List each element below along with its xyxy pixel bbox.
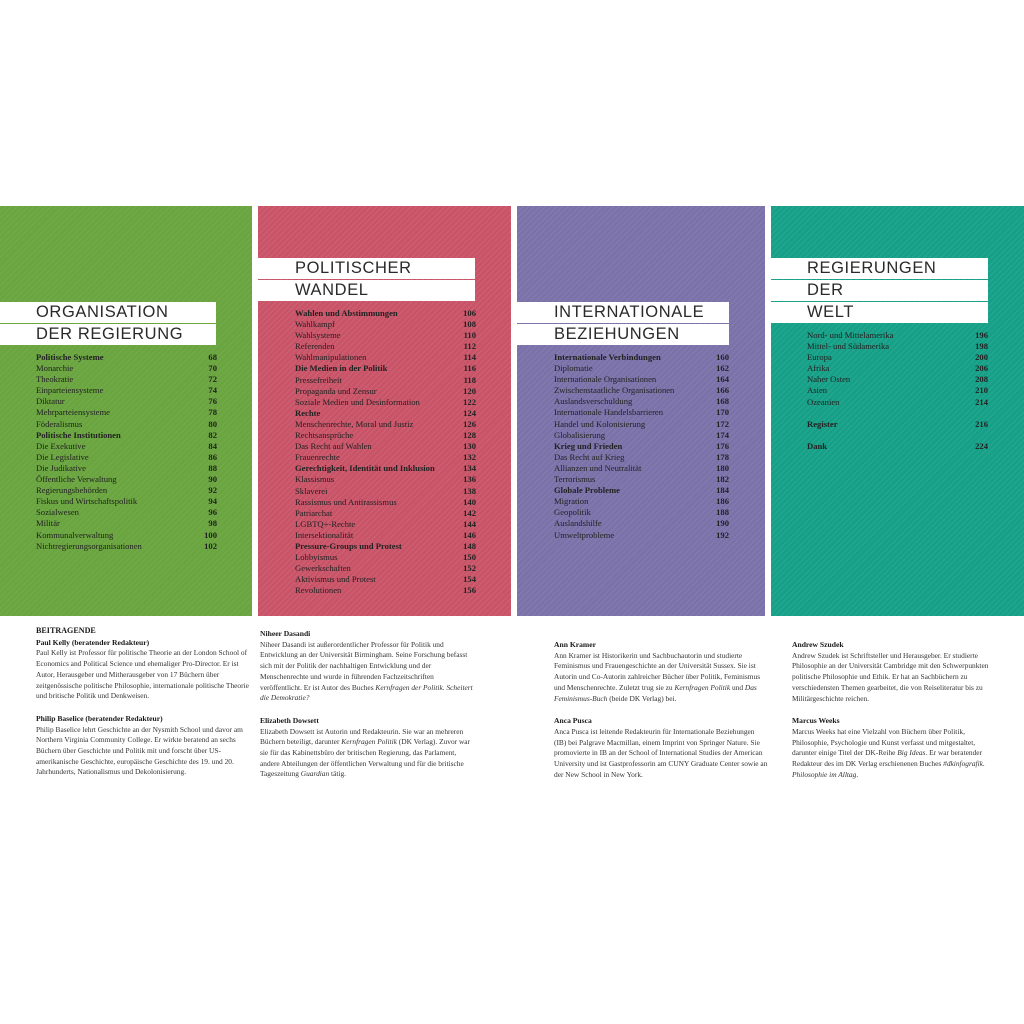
- toc-entry-page: 190: [716, 518, 729, 529]
- toc-entry-page: 176: [716, 440, 729, 451]
- toc-entry: [554, 452, 729, 463]
- toc-list-organisation: [36, 352, 217, 552]
- toc-entry-page: 208: [975, 374, 988, 385]
- series-title: Big Ideas: [897, 748, 926, 758]
- toc-entry-label: Migration: [554, 496, 589, 507]
- toc-entry-label: Theokratie: [36, 374, 74, 385]
- toc-entry: [554, 530, 729, 541]
- toc-entry-page: 150: [463, 552, 476, 563]
- toc-entry: [36, 407, 217, 418]
- toc-entry-label: Auslandshilfe: [554, 518, 602, 529]
- contributors-column-2: [260, 629, 477, 792]
- newspaper-title: Guardian: [300, 769, 330, 779]
- toc-entry-page: 198: [975, 341, 988, 352]
- toc-entry: [295, 497, 476, 508]
- toc-list-beziehungen: [554, 352, 729, 541]
- book-title: Kernfragen Politik: [341, 737, 397, 747]
- toc-entry: [295, 397, 476, 408]
- toc-entry-label: Kommunalverwaltung: [36, 529, 114, 540]
- toc-entry: [295, 563, 476, 574]
- contributor-name: Andrew Szudek: [792, 640, 844, 649]
- toc-entry: [295, 375, 476, 386]
- toc-entry-page: 86: [208, 451, 217, 462]
- toc-entry: [295, 430, 476, 441]
- toc-entry: [554, 396, 729, 407]
- toc-entry-label: Umweltprobleme: [554, 529, 615, 540]
- toc-entry-page: 164: [716, 374, 729, 385]
- toc-entry: [295, 386, 476, 397]
- toc-entry-label: Intersektionalität: [295, 529, 354, 540]
- toc-entry-label: Einparteiensysteme: [36, 385, 104, 396]
- toc-entry: [36, 541, 217, 552]
- section-title-bar: [258, 280, 475, 301]
- toc-entry-page: 178: [716, 451, 729, 462]
- toc-entry-label: Monarchie: [36, 363, 74, 374]
- contributor-name: Marcus Weeks: [792, 716, 840, 726]
- toc-entry-page: 160: [716, 352, 729, 362]
- section-title-line: POLITISCHER: [295, 259, 412, 277]
- toc-entry-page: 82: [208, 429, 217, 440]
- toc-entry-label: Wahlen und Abstimmungen: [295, 308, 398, 318]
- book-title: #dkinfografik. Philosophie im Alltag: [792, 759, 985, 779]
- toc-entry-label: Internationale Verbindungen: [554, 352, 661, 362]
- section-title-line: INTERNATIONALE: [554, 303, 705, 321]
- section-title-line: WANDEL: [295, 281, 369, 299]
- toc-entry-label: Auslandsverschuldung: [554, 396, 633, 407]
- toc-entry: [807, 441, 988, 452]
- toc-entry-label: Die Medien in der Politik: [295, 363, 388, 374]
- toc-entry-label: Sklaverei: [295, 485, 328, 496]
- bio-text: und: [730, 682, 745, 692]
- toc-entry: [807, 363, 988, 374]
- toc-entry: [36, 474, 217, 485]
- toc-entry: [36, 352, 217, 363]
- toc-entry-page: 80: [208, 418, 217, 429]
- toc-entry-label: Ozeanien: [807, 396, 840, 407]
- toc-entry: [807, 385, 988, 396]
- toc-entry: [295, 530, 476, 541]
- toc-entry-label: Wahlsysteme: [295, 330, 341, 341]
- toc-entry-page: 130: [463, 441, 476, 452]
- toc-entry: [554, 352, 729, 363]
- contributor-name: Paul Kelly (beratender Redakteur): [36, 637, 150, 647]
- toc-entry-page: 114: [463, 352, 476, 363]
- toc-entry: [36, 518, 217, 529]
- toc-entry-page: 122: [463, 396, 476, 407]
- toc-entry-page: 70: [208, 363, 217, 374]
- toc-entry-page: 120: [463, 385, 476, 396]
- toc-entry-page: 186: [716, 496, 729, 507]
- toc-entry-page: 166: [716, 385, 729, 396]
- toc-entry: [554, 430, 729, 441]
- toc-list-welt: [807, 330, 988, 452]
- toc-entry-page: 174: [716, 429, 729, 440]
- contributors-column-4: [792, 640, 992, 792]
- contributor-name: Anca Pusca: [554, 716, 592, 726]
- toc-entry: [295, 474, 476, 485]
- toc-entry-page: 162: [716, 363, 729, 374]
- toc-entry: [36, 430, 217, 441]
- toc-entry-label: Referenden: [295, 341, 335, 352]
- toc-entry-page: 146: [463, 529, 476, 540]
- section-title-line: DER: [807, 281, 844, 299]
- toc-entry-label: Afrika: [807, 363, 830, 374]
- toc-entry-label: Das Recht auf Wahlen: [295, 441, 372, 452]
- toc-entry-label: Mittel- und Südamerika: [807, 341, 890, 352]
- toc-entry-page: 136: [463, 474, 476, 485]
- toc-entry: [295, 319, 476, 330]
- toc-entry-page: 182: [716, 474, 729, 485]
- toc-entry-page: 172: [716, 418, 729, 429]
- toc-entry-page: 192: [716, 529, 729, 540]
- toc-entry: [295, 574, 476, 585]
- toc-entry-page: 168: [716, 396, 729, 407]
- toc-entry-page: 92: [208, 485, 217, 496]
- toc-entry: [554, 363, 729, 374]
- toc-entry-label: Globale Probleme: [554, 485, 620, 496]
- toc-entry: [295, 519, 476, 530]
- toc-entry-page: 156: [463, 585, 476, 596]
- toc-entry: [36, 463, 217, 474]
- toc-entry-label: Mehrparteiensysteme: [36, 407, 110, 418]
- contributor-bio: Anca Pusca ist leitende Redakteurin für Internationale Beziehungen (IB) bei Palgrave Macmillan, einem Imprint von Springer Nature. Sie promovierte in IB an der School of International Studies der American University und ist Gastprofessorin am CUNY Graduate Center sowie an der New School in New York.: [554, 726, 768, 779]
- toc-entry-page: 184: [716, 485, 729, 496]
- toc-entry-page: 210: [975, 385, 988, 396]
- toc-entry-label: Die Legislative: [36, 451, 89, 462]
- toc-entry: [295, 486, 476, 497]
- bio-text: (beide DK Verlag) bei.: [607, 693, 677, 703]
- toc-entry-label: Die Judikative: [36, 462, 86, 473]
- bio-text: Marcus Weeks hat eine Vielzahl von Büchern über Politik, Philosophie, Psychologie und Kunst verfasst und mitgestaltet, darunter einige Titel der DK-Reihe: [792, 726, 976, 758]
- toc-entry-page: 196: [975, 330, 988, 340]
- toc-entry-page: 140: [463, 496, 476, 507]
- toc-entry: [554, 507, 729, 518]
- contributor-bio: Paul Kelly ist Professor für politische Theorie an der London School of Economics and Political Science und ehemaliger Pro-Director. Er ist Autor, Herausgeber und Mitherausgeber von 17 Büchern über zeitgenössische politische Philosophie, internationale politische Theorie und britische Politik und Denkweisen.: [36, 648, 249, 701]
- toc-entry: [554, 496, 729, 507]
- toc-entry-label: Propaganda und Zensur: [295, 385, 377, 396]
- toc-entry-label: Diplomatie: [554, 363, 593, 374]
- toc-entry-label: Register: [807, 418, 838, 429]
- toc-entry-page: 116: [463, 363, 476, 374]
- toc-entry-label: Geopolitik: [554, 507, 591, 518]
- toc-entry: [295, 419, 476, 430]
- toc-entry: [36, 374, 217, 385]
- toc-entry-page: 138: [463, 485, 476, 496]
- contributor-name: Elizabeth Dowsett: [260, 715, 319, 725]
- toc-entry-page: 200: [975, 352, 988, 363]
- toc-entry-label: Die Exekutive: [36, 440, 86, 451]
- toc-entry: [295, 308, 476, 319]
- toc-entry-label: Naher Osten: [807, 374, 851, 385]
- toc-entry-page: 142: [463, 507, 476, 518]
- toc-entry: [295, 408, 476, 419]
- section-title-bar: [771, 302, 988, 323]
- toc-entry: [295, 341, 476, 352]
- toc-entry-label: Terrorismus: [554, 474, 596, 485]
- section-title-line: WELT: [807, 303, 855, 321]
- contributors-column-1: [36, 626, 250, 790]
- toc-entry: [36, 385, 217, 396]
- toc-entry-label: Krieg und Frieden: [554, 440, 623, 451]
- toc-entry-page: 170: [716, 407, 729, 418]
- toc-entry-label: Nichtregierungsorganisationen: [36, 540, 142, 551]
- toc-entry-page: 106: [463, 308, 476, 318]
- toc-entry: [807, 352, 988, 363]
- book-title: Kernfragen der Politik. Scheitert die Demokratie?: [260, 682, 473, 703]
- toc-entry-label: Aktivismus und Protest: [295, 574, 376, 585]
- book-title: Das Feminismus-Buch: [554, 682, 757, 703]
- contributors-column-3: [554, 640, 768, 792]
- toc-entry: [36, 441, 217, 452]
- toc-entry-label: Sozialwesen: [36, 507, 79, 518]
- toc-entry: [36, 530, 217, 541]
- toc-entry-label: Klassismus: [295, 474, 335, 485]
- toc-entry-page: 148: [463, 540, 476, 551]
- toc-entry-label: Gerechtigkeit, Identität und Inklusion: [295, 463, 435, 474]
- bio-text: Niheer Dasandi ist außerordentlicher Professor für Politik und Entwicklung an der Universität Birmingham. Seine Forschung befasst sich mit der Politik der nachhaltigen Entwicklung und der Menschenrechte und wurde in führenden Fachzeitschriften veröffentlicht. Er ist Autor des Buches: [260, 639, 468, 692]
- toc-entry-label: Globalisierung: [554, 429, 606, 440]
- toc-entry-page: 188: [716, 507, 729, 518]
- toc-entry-label: Europa: [807, 352, 832, 363]
- section-title-bar: [0, 324, 216, 345]
- contributor-bio: [554, 651, 768, 705]
- toc-entry: [554, 385, 729, 396]
- contributor-name: Niheer Dasandi: [260, 629, 311, 638]
- toc-entry-label: Patriarchat: [295, 507, 333, 518]
- toc-entry: [807, 330, 988, 341]
- bio-text: (DK Verlag). Zuvor war sie für das Kabinettsbüro der britischen Regierung, das Parlament, andere Abteilungen der öffentlichen Verwaltung und für die britische Tageszeitung: [260, 737, 471, 779]
- section-title-bar: [771, 258, 988, 279]
- toc-entry-page: 118: [463, 374, 476, 385]
- toc-entry: [295, 552, 476, 563]
- toc-entry: [807, 419, 988, 430]
- bio-text: Ann Kramer ist Historikerin und Sachbuchautorin und studierte Feminismus und Frauengeschichte an der Universität Sussex. Sie ist Autorin und Co-Autorin zahlreicher Bücher über Politik, Feminismus und Menschenrechte. Zuletzt trug sie zu: [554, 650, 761, 692]
- toc-entry-page: 72: [208, 374, 217, 385]
- contributor-bio: [260, 640, 477, 704]
- toc-entry-label: Frauenrechte: [295, 452, 340, 463]
- toc-entry-label: Das Recht auf Krieg: [554, 451, 625, 462]
- toc-entry-label: Föderalismus: [36, 418, 83, 429]
- toc-entry-label: Diktatur: [36, 396, 65, 407]
- toc-entry-page: 214: [975, 396, 988, 407]
- contributor-bio: Andrew Szudek ist Schriftsteller und Herausgeber. Er studierte Philosophie an der Universität Cambridge mit den Schwerpunkten politische Philosophie und Ethik. Er hat an Sachbüchern zu verschiedensten Themen gearbeitet, die von Reiseliteratur bis zu Militärgeschichte reichen.: [792, 650, 989, 703]
- contributors-heading: BEITRAGENDE: [36, 626, 96, 635]
- toc-entry-label: Regierungsbehörden: [36, 485, 108, 496]
- contributor-bio: [792, 727, 992, 781]
- toc-entry-page: 96: [208, 507, 217, 518]
- toc-entry-page: 98: [208, 518, 217, 529]
- toc-entry-page: 180: [716, 462, 729, 473]
- toc-entry-page: 132: [463, 452, 476, 463]
- toc-entry-label: Dank: [807, 440, 828, 451]
- toc-entry-label: Lobbyismus: [295, 552, 338, 563]
- toc-entry-page: 84: [208, 440, 217, 451]
- toc-entry-page: 128: [463, 430, 476, 441]
- toc-entry: [36, 396, 217, 407]
- toc-entry-label: Rassismus und Antirassismus: [295, 496, 397, 507]
- toc-entry-page: 134: [463, 463, 476, 474]
- toc-entry-page: 102: [204, 540, 217, 551]
- toc-entry-page: 90: [208, 474, 217, 485]
- section-title-line: ORGANISATION: [36, 303, 169, 321]
- toc-entry-label: Soziale Medien und Desinformation: [295, 396, 420, 407]
- toc-entry-page: 124: [463, 407, 476, 418]
- toc-entry-label: Internationale Organisationen: [554, 374, 657, 385]
- toc-entry: [554, 407, 729, 418]
- toc-entry-label: Militär: [36, 518, 60, 529]
- section-title-bar: [517, 302, 729, 323]
- toc-entry-label: Wahlkampf: [295, 319, 335, 330]
- section-title-bar: [771, 280, 988, 301]
- toc-entry-page: 76: [208, 396, 217, 407]
- bio-text: Elizabeth Dowsett ist Autorin und Redakteurin. Sie war an mehreren Büchern beteiligt, darunter: [260, 726, 464, 747]
- toc-entry-page: 152: [463, 563, 476, 574]
- toc-entry: [36, 452, 217, 463]
- toc-entry: [554, 374, 729, 385]
- toc-entry: [554, 485, 729, 496]
- toc-entry: [295, 330, 476, 341]
- toc-entry-page: 74: [208, 385, 217, 396]
- contributor-name: Philip Baselice (beratender Redakteur): [36, 713, 163, 723]
- toc-entry-label: Rechte: [295, 407, 321, 418]
- toc-entry: [554, 474, 729, 485]
- toc-entry-label: LGBTQ+-Rechte: [295, 518, 356, 529]
- toc-entry-page: 154: [463, 574, 476, 585]
- toc-entry-label: Rechtsansprüche: [295, 430, 354, 441]
- toc-entry-label: Internationale Handelsbarrieren: [554, 407, 664, 418]
- toc-entry-page: 216: [975, 418, 988, 429]
- toc-entry: [295, 585, 476, 596]
- toc-entry: [295, 452, 476, 463]
- toc-entry-page: 108: [463, 319, 476, 330]
- toc-entry-page: 110: [463, 330, 476, 341]
- section-title-bar: [517, 324, 729, 345]
- toc-entry: [36, 496, 217, 507]
- contributor-name: Ann Kramer: [554, 640, 596, 649]
- section-title-line: BEZIEHUNGEN: [554, 325, 680, 343]
- toc-entry: [36, 485, 217, 496]
- toc-entry-label: Gewerkschaften: [295, 563, 351, 574]
- toc-entry-label: Pressure-Groups und Protest: [295, 540, 402, 551]
- contributor-bio: [260, 727, 477, 781]
- section-title-line: DER REGIERUNG: [36, 325, 184, 343]
- toc-entry-page: 88: [208, 462, 217, 473]
- toc-entry: [295, 363, 476, 374]
- toc-entry: [295, 352, 476, 363]
- toc-entry: [807, 430, 988, 441]
- toc-entry-label: Zwischenstaatliche Organisationen: [554, 385, 675, 396]
- toc-entry-label: Öffentliche Verwaltung: [36, 474, 117, 485]
- toc-entry: [295, 541, 476, 552]
- toc-entry: [807, 408, 988, 419]
- toc-entry: [295, 508, 476, 519]
- toc-entry-page: 68: [208, 352, 217, 362]
- toc-entry-page: 206: [975, 363, 988, 374]
- toc-entry-label: Politische Systeme: [36, 352, 104, 362]
- bio-text: .: [856, 769, 859, 779]
- toc-entry-label: Pressefreiheit: [295, 374, 342, 385]
- toc-entry-label: Nord- und Mittelamerika: [807, 330, 894, 340]
- toc-entry: [807, 341, 988, 352]
- toc-entry: [554, 518, 729, 529]
- toc-entry: [36, 363, 217, 374]
- toc-entry: [36, 419, 217, 430]
- toc-entry: [36, 507, 217, 518]
- section-title-bar: [258, 258, 475, 279]
- toc-entry-page: 100: [204, 529, 217, 540]
- toc-entry-label: Handel und Kolonisierung: [554, 418, 646, 429]
- toc-entry: [554, 463, 729, 474]
- toc-entry-label: Wahlmanipulationen: [295, 352, 367, 363]
- toc-entry-label: Menschenrechte, Moral und Justiz: [295, 418, 414, 429]
- contributor-bio: Philip Baselice lehrt Geschichte an der Nysmith School und davor am Northern Virginia Community College. Er wirkte beratend an sechs Büchern über Geschichte und Politik mit und forscht über US-amerikanische Geschichte, europäische Geschichte des 19. und 20. Jahrhunderts, Nationalismus und Dekolonisierung.: [36, 724, 243, 777]
- bio-text: tätig.: [329, 769, 347, 779]
- section-title-bar: [0, 302, 216, 323]
- toc-entry-label: Allianzen und Neutralität: [554, 462, 642, 473]
- toc-entry-label: Politische Institutionen: [36, 429, 121, 440]
- toc-entry: [807, 374, 988, 385]
- toc-entry-label: Fiskus und Wirtschaftspolitik: [36, 496, 138, 507]
- toc-entry: [807, 397, 988, 408]
- book-title: Kernfragen Politik: [674, 682, 731, 692]
- toc-entry: [295, 441, 476, 452]
- toc-entry: [554, 441, 729, 452]
- toc-list-wandel: [295, 308, 476, 596]
- toc-entry-page: 126: [463, 418, 476, 429]
- toc-entry-label: Revolutionen: [295, 585, 342, 596]
- toc-entry: [295, 463, 476, 474]
- toc-entry-page: 224: [975, 440, 988, 451]
- toc-entry-page: 78: [208, 407, 217, 418]
- toc-entry-page: 112: [463, 341, 476, 352]
- toc-entry-label: Asien: [807, 385, 828, 396]
- toc-entry-page: 144: [463, 518, 476, 529]
- toc-entry-page: 94: [208, 496, 217, 507]
- section-title-line: REGIERUNGEN: [807, 259, 937, 277]
- bio-text: . Er war beratender Redakteur des im DK Verlag erschienenen Buches: [792, 748, 983, 769]
- toc-entry: [554, 419, 729, 430]
